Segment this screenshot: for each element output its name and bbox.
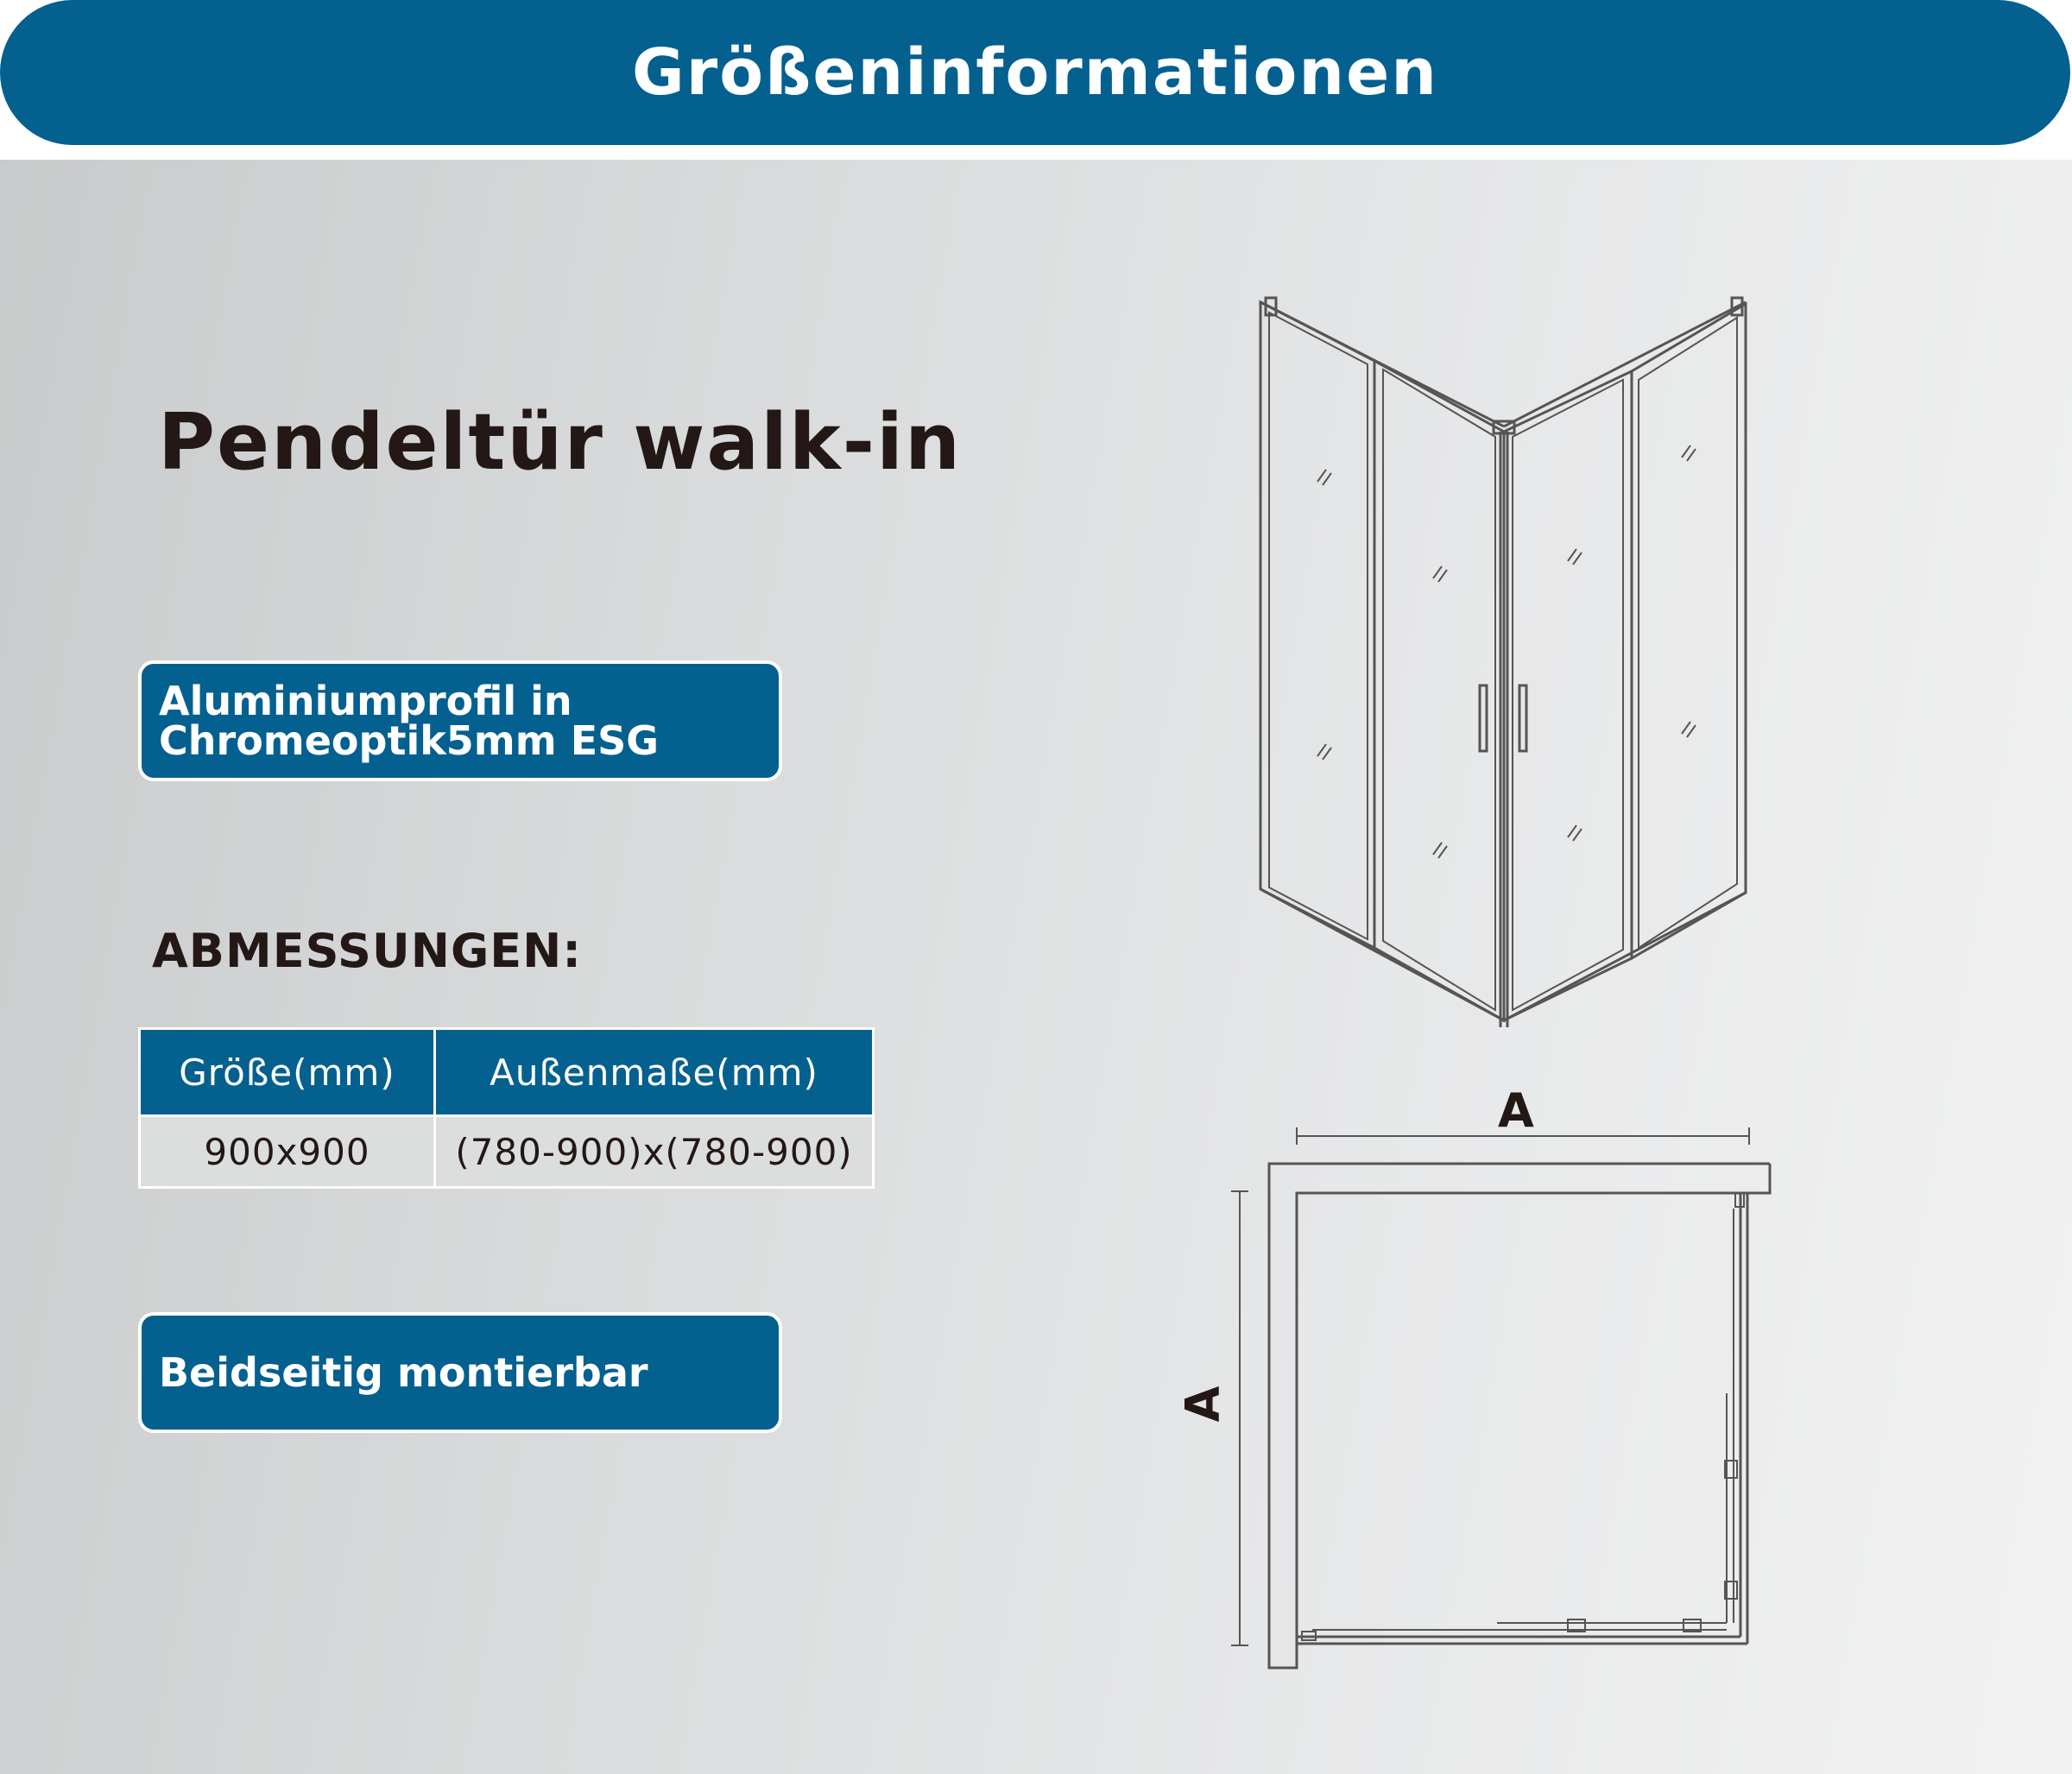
page-title: Größeninformationen xyxy=(632,35,1438,110)
top-view-plan xyxy=(1231,1127,1770,1668)
dimension-label-depth: A xyxy=(1175,1386,1230,1423)
product-title: Pendeltür walk-in xyxy=(158,397,963,488)
material-line-2: Chromeoptik5mm ESG xyxy=(159,717,659,764)
dimensions-heading: ABMESSUNGEN: xyxy=(152,924,582,978)
column-header-outer-dimensions: Außenmaße(mm) xyxy=(435,1029,874,1116)
dimension-label-width: A xyxy=(1498,1083,1534,1138)
perspective-view xyxy=(1260,298,1746,1027)
column-header-size: Größe(mm) xyxy=(140,1029,435,1116)
cell-outer-dimensions: (780-900)x(780-900) xyxy=(435,1116,874,1188)
cell-size: 900x900 xyxy=(140,1116,435,1188)
mounting-label: Beidseitig montierbar xyxy=(159,1349,648,1396)
material-line-1: Aluminiumprofil in xyxy=(159,678,572,724)
